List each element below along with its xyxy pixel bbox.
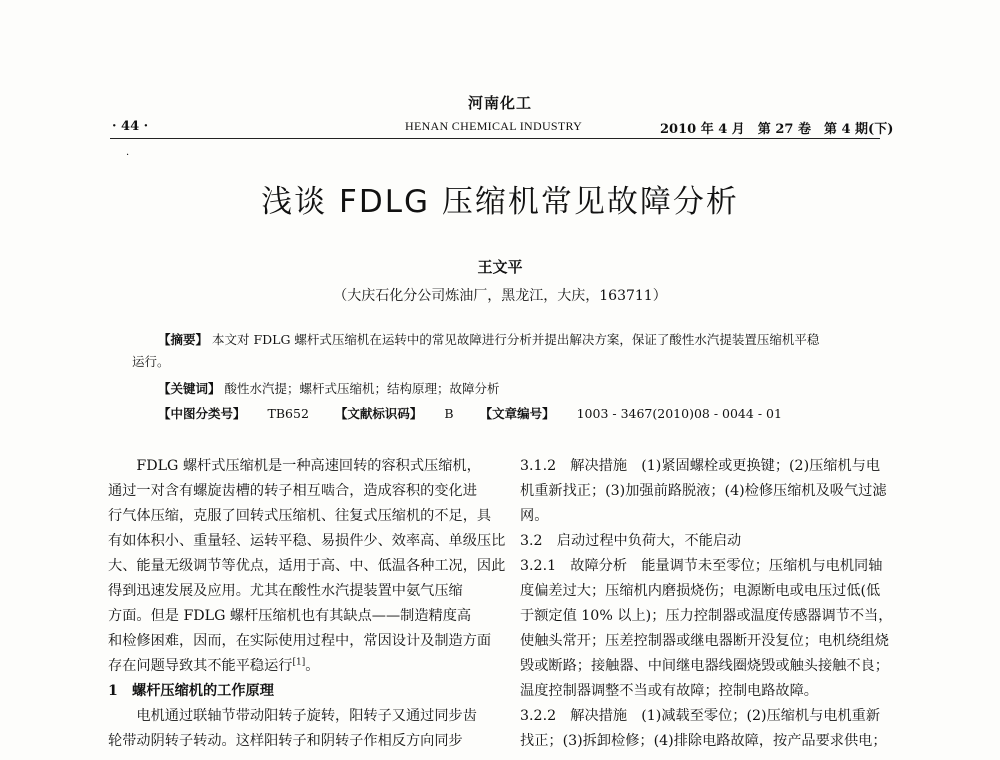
author-affiliation: （大庆石化分公司炼油厂，黑龙江，大庆，163711） [333, 288, 667, 304]
abstract-tag: 【摘要】 [158, 332, 209, 347]
body-line: 网。 [520, 508, 549, 524]
abstract-text-line2: 运行。 [132, 354, 170, 369]
doc-code-tag: 【文献标识码】 [334, 406, 423, 421]
body-text: 存在问题导致其不能平稳运行 [108, 658, 293, 674]
body-line: 使触头常开；压差控制器或继电器断开没复位；电机绕组烧 [520, 633, 889, 649]
citation-ref: [1] [292, 657, 306, 668]
identifiers [158, 403, 804, 425]
body-line: 度偏差过大；压缩机内磨损烧伤；电源断电或电压过低(低 [520, 583, 881, 599]
body-line: 毁或断路；接触器、中间继电器线圈烧毁或触头接触不良； [520, 658, 889, 674]
stray-dot: · [126, 150, 130, 161]
body-line: 轮带动阴转子转动。这样阳转子和阴转子作相反方向同步 [108, 733, 463, 749]
author-name: 王文平 [477, 258, 523, 276]
body-line-with-citation [108, 654, 498, 679]
clc-tag: 【中图分类号】 [158, 406, 246, 421]
body-line: 3.1.2 解决措施 (1)紧固螺栓或更换键；(2)压缩机与电 [520, 458, 881, 474]
body-line: 3.2.2 解决措施 (1)减载至零位；(2)压缩机与电机重新 [520, 708, 881, 724]
page-number: · 44 · [112, 119, 149, 134]
header-rule [110, 138, 880, 139]
body-line: 温度控制器调整不当或有故障；控制电路故障。 [520, 683, 818, 699]
section-heading-3-2: 3.2 启动过程中负荷大，不能启动 [520, 533, 742, 549]
body-line: 机重新找正；(3)加强前路脱液；(4)检修压缩机及吸气过滤 [520, 483, 887, 499]
doc-code: B [444, 406, 454, 421]
article-number-tag: 【文章编号】 [479, 406, 555, 421]
body-line: 和检修困难，因而，在实际使用过程中，常因设计及制造方面 [108, 633, 492, 649]
body-line: 方面。但是 FDLG 螺杆压缩机也有其缺点——制造精度高 [108, 608, 472, 624]
section-heading-1: 1 螺杆压缩机的工作原理 [108, 683, 274, 699]
body-line: 通过一对含有螺旋齿槽的转子相互啮合，造成容积的变化进 [108, 483, 477, 499]
clc-number: TB652 [267, 406, 309, 421]
body-line: FDLG 螺杆式压缩机是一种高速回转的容积式压缩机， [108, 458, 481, 474]
body-text: 。 [305, 658, 320, 674]
body-line: 大、能量无级调节等优点，适用于高、中、低温各种工况，因此 [108, 558, 506, 574]
abstract [158, 329, 819, 351]
body-line: 电机通过联轴节带动阳转子旋转，阳转子又通过同步齿 [108, 708, 477, 724]
keywords [158, 378, 500, 400]
body-line: 于额定值 10% 以上)；压力控制器或温度传感器调节不当， [520, 608, 893, 624]
journal-name-cn: 河南化工 [467, 94, 532, 112]
body-line: 找正；(3)拆卸检修；(4)排除电路故障，按产品要求供电； [520, 733, 887, 749]
paper-title: 浅谈 FDLG 压缩机常见故障分析 [261, 184, 739, 220]
article-number: 1003 - 3467(2010)08 - 0044 - 01 [576, 406, 782, 421]
abstract-text-line1: 本文对 FDLG 螺杆式压缩机在运转中的常见故障进行分析并提出解决方案，保证了酸性水汽提装置压缩机平稳 [212, 332, 820, 347]
body-line: 行气体压缩，克服了回转式压缩机、往复式压缩机的不足，具 [108, 508, 492, 524]
body-line: 有如体积小、重量轻、运转平稳、易损件少、效率高、单级压比 [108, 533, 506, 549]
body-line: 得到迅速发展及应用。尤其在酸性水汽提装置中氨气压缩 [108, 583, 463, 599]
right-column [520, 454, 912, 754]
journal-name-en: HENAN CHEMICAL INDUSTRY [405, 119, 583, 133]
body-line: 3.2.1 故障分析 能量调节未至零位；压缩机与电机同轴 [520, 558, 883, 574]
keywords-tag: 【关键词】 [158, 381, 221, 396]
keywords-text: 酸性水汽提；螺杆式压缩机；结构原理；故障分析 [224, 381, 500, 396]
left-column [108, 454, 506, 754]
issue-info: 2010 年 4 月 第 27 卷 第 4 期(下) [660, 122, 894, 137]
